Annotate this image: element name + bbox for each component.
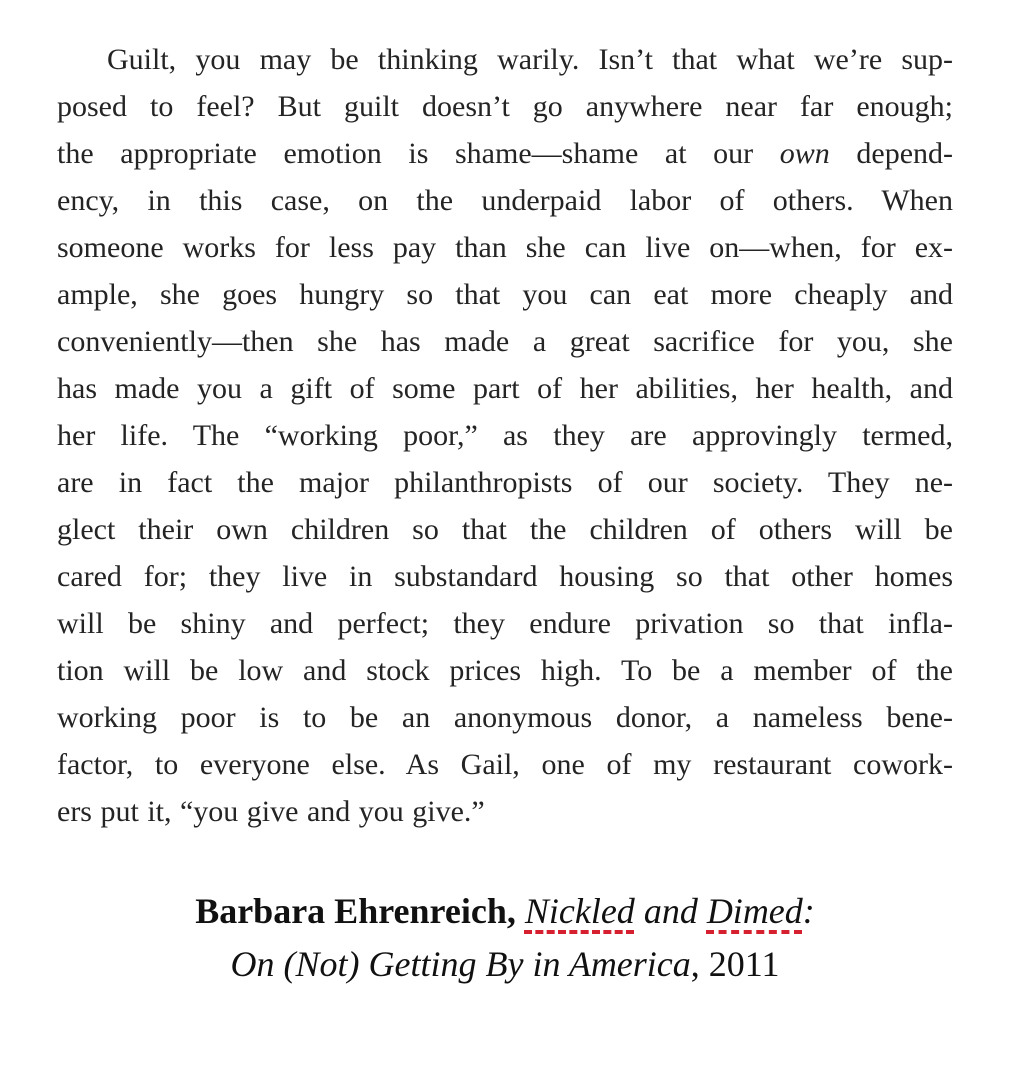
line-text: depend- bbox=[829, 137, 954, 170]
paragraph-line: factor, to everyone else. As Gail, one of my restaurant cowork- bbox=[57, 748, 953, 781]
paragraph-line: posed to feel? But guilt doesn’t go anywhere near far enough; bbox=[57, 90, 953, 123]
author-name: Barbara Ehrenreich, bbox=[195, 891, 525, 931]
misspelled-word-dimed: Dimed bbox=[706, 891, 803, 931]
paragraph-line: ample, she goes hungry so that you can eat more cheaply and bbox=[57, 278, 953, 311]
line-text: the appropriate emotion is shame—shame at our bbox=[57, 137, 780, 170]
paragraph-line: her life. The “working poor,” as they are approvingly termed, bbox=[57, 419, 953, 452]
misspelled-word-nickled: Nickled bbox=[524, 891, 635, 931]
paragraph-line: ers put it, “you give and you give.” bbox=[57, 795, 485, 828]
paragraph-line: glect their own children so that the children of others will be bbox=[57, 513, 953, 546]
paragraph-line: ency, in this case, on the underpaid labor of others. When bbox=[57, 184, 953, 217]
title-conjunction: and bbox=[634, 891, 707, 931]
title-colon: : bbox=[802, 891, 815, 931]
paragraph-line: will be shiny and perfect; they endure privation so that infla- bbox=[57, 607, 953, 640]
paragraph-line bbox=[57, 130, 953, 177]
emphasized-word-own: own bbox=[779, 137, 830, 170]
caption-line-2 bbox=[0, 938, 1010, 991]
paragraph-line: tion will be low and stock prices high. To be a member of the bbox=[57, 654, 953, 687]
book-subtitle: On (Not) Getting By in America bbox=[230, 944, 691, 984]
paragraph-line: working poor is to be an anonymous donor, a nameless bene- bbox=[57, 701, 953, 734]
paragraph-line: are in fact the major philanthropists of our society. They ne- bbox=[57, 466, 953, 499]
caption-line-1 bbox=[0, 885, 1010, 938]
paragraph-line: Guilt, you may be thinking warily. Isn’t that what we’re sup- bbox=[107, 43, 953, 76]
paragraph-line: has made you a gift of some part of her abilities, her health, and bbox=[57, 372, 953, 405]
paragraph-line: cared for; they live in substandard housing so that other homes bbox=[57, 560, 953, 593]
paragraph-line: conveniently—then she has made a great sacrifice for you, she bbox=[57, 325, 953, 358]
paragraph-line: someone works for less pay than she can live on—when, for ex- bbox=[57, 231, 953, 264]
attribution-caption bbox=[0, 885, 1010, 991]
publication-year: , 2011 bbox=[690, 944, 780, 984]
